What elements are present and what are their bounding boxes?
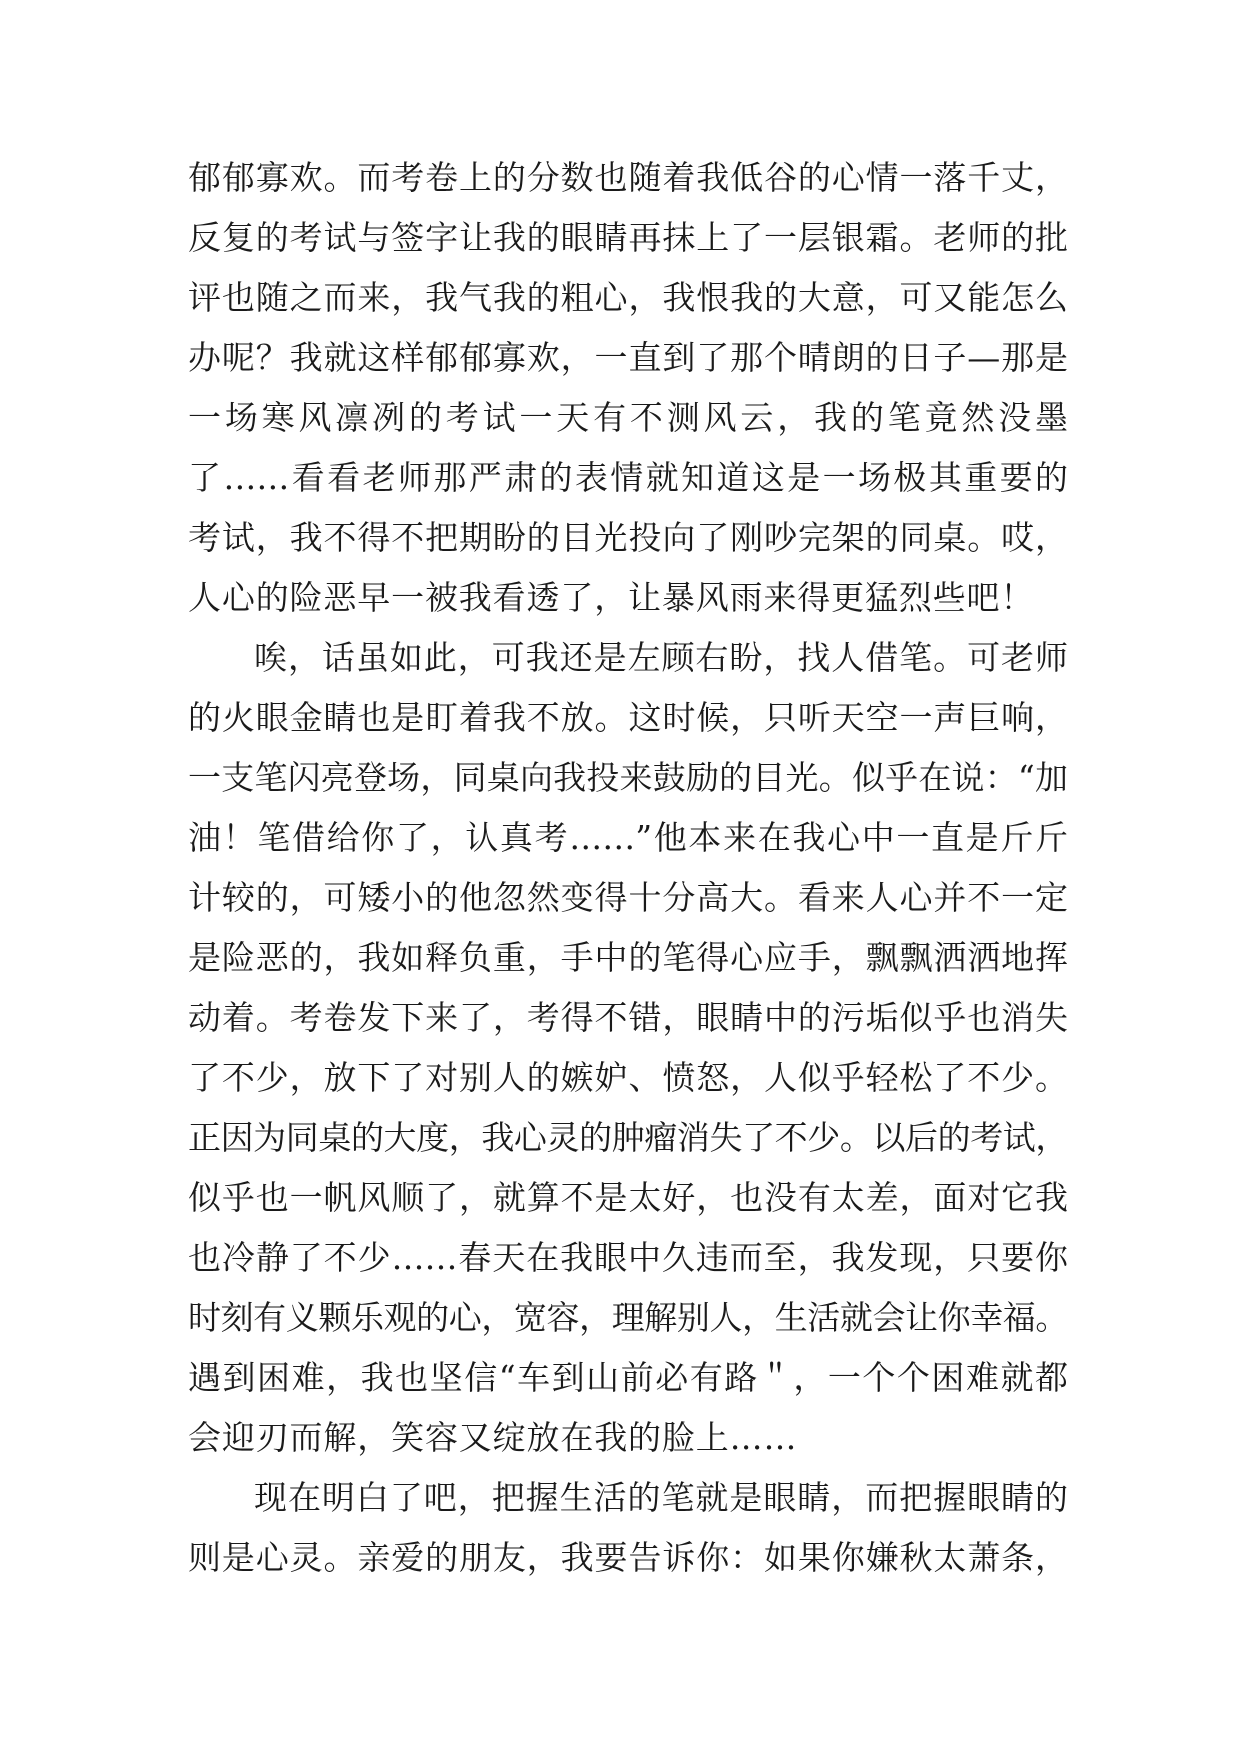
- text-line: 也冷静了不少……春天在我眼中久违而至，我发现，只要你: [188, 1238, 1068, 1277]
- text-line: 反复的考试与签字让我的眼睛再抹上了一层银霜。老师的批: [188, 218, 1068, 257]
- text-line: 一场寒风凛冽的考试一天有不测风云，我的笔竟然没墨: [188, 398, 1068, 437]
- essay-body: [188, 159, 1068, 1599]
- text-line: 动着。考卷发下来了，考得不错，眼睛中的污垢似乎也消失: [188, 998, 1068, 1037]
- text-line: 油！笔借给你了，认真考……”他本来在我心中一直是斤斤: [188, 818, 1068, 857]
- text-line: 会迎刃而解，笑容又绽放在我的脸上……: [188, 1418, 798, 1457]
- text-line: 了……看看老师那严肃的表情就知道这是一场极其重要的: [188, 458, 1068, 497]
- text-line: 了不少，放下了对别人的嫉妒、愤怒，人似乎轻松了不少。: [188, 1058, 1068, 1097]
- text-line: 人心的险恶早一被我看透了，让暴风雨来得更猛烈些吧！: [188, 578, 1035, 617]
- text-line: 是险恶的，我如释负重，手中的笔得心应手，飘飘洒洒地挥: [188, 938, 1068, 977]
- text-line: 考试，我不得不把期盼的目光投向了刚吵完架的同桌。哎，: [188, 518, 1068, 557]
- text-line: 评也随之而来，我气我的粗心，我恨我的大意，可又能怎么: [188, 278, 1068, 317]
- text-line: 则是心灵。亲爱的朋友，我要告诉你：如果你嫌秋太萧条，: [188, 1538, 1068, 1577]
- text-line-paragraph-start: 唉，话虽如此，可我还是左顾右盼，找人借笔。可老师: [254, 638, 1068, 677]
- text-line: 似乎也一帆风顺了，就算不是太好，也没有太差，面对它我: [188, 1178, 1068, 1217]
- text-line: 办呢？我就这样郁郁寡欢，一直到了那个晴朗的日子—那是: [188, 338, 1068, 377]
- text-line: 郁郁寡欢。而考卷上的分数也随着我低谷的心情一落千丈，: [188, 158, 1068, 197]
- text-line-paragraph-start: 现在明白了吧，把握生活的笔就是眼睛，而把握眼睛的: [254, 1478, 1068, 1517]
- text-line: 一支笔闪亮登场，同桌向我投来鼓励的目光。似乎在说：“加: [188, 758, 1068, 797]
- text-line: 的火眼金睛也是盯着我不放。这时候，只听天空一声巨响，: [188, 698, 1068, 737]
- text-line: 时刻有义颗乐观的心，宽容，理解别人，生活就会让你幸福。: [188, 1298, 1068, 1337]
- text-line: 正因为同桌的大度，我心灵的肿瘤消失了不少。以后的考试，: [188, 1118, 1068, 1157]
- text-line: 计较的，可矮小的他忽然变得十分高大。看来人心并不一定: [188, 878, 1068, 917]
- text-line: 遇到困难，我也坚信“车到山前必有路＂，一个个困难就都: [188, 1358, 1068, 1397]
